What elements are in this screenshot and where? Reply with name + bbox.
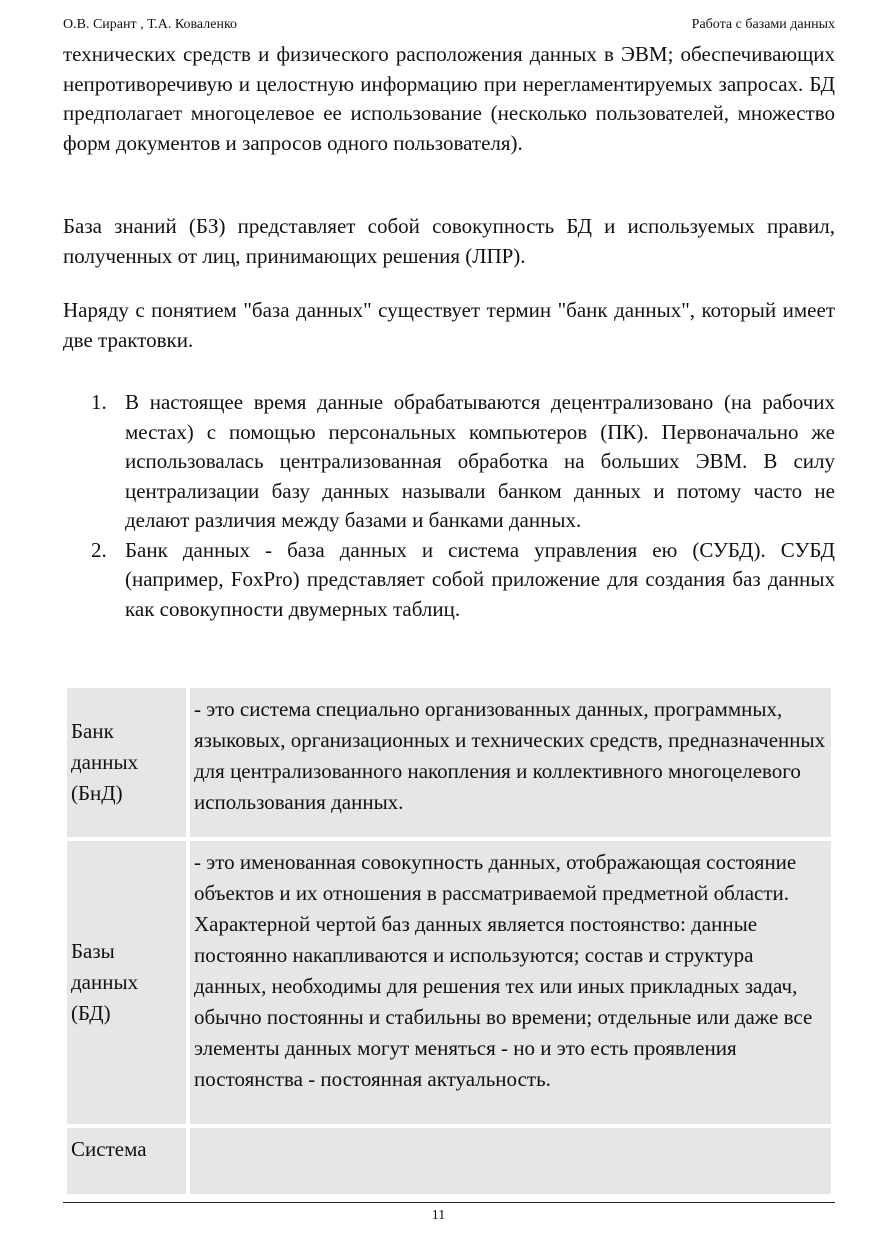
definitions-table bbox=[63, 684, 835, 1198]
paragraph: База знаний (БЗ) представляет собой совокупность БД и используемых правил, полученных от лиц, принимающих решения (ЛПР). bbox=[63, 214, 835, 268]
table-definition-cell bbox=[190, 1128, 831, 1194]
list-item-text: Банк данных - база данных и система управления ею (СУБД). СУБД (например, FoxPro) представляет собой приложение для создания баз данных как совокупности двумерных таблиц. bbox=[125, 537, 835, 621]
paragraph: технических средств и физического расположения данных в ЭВМ; обеспечивающих непротиворечивую и целостную информацию при нерегламентируемых запросах. БД предполагает многоцелевое ее использование (несколько пользователей, множество форм документов и запросов одного пользователя). bbox=[63, 42, 835, 155]
list-item-number: 1. bbox=[91, 390, 107, 414]
header-authors: О.В. Сирант , Т.А. Коваленко bbox=[63, 17, 238, 32]
paragraph: Наряду с понятием "база данных" существует термин "банк данных", который имеет две трактовки. bbox=[63, 298, 835, 352]
footer-divider bbox=[63, 1202, 835, 1203]
header-title: Работа с базами данных bbox=[691, 17, 835, 32]
table-row bbox=[67, 688, 831, 837]
list-item-number: 2. bbox=[91, 537, 107, 562]
table-term-cell: Банк данных (БнД) bbox=[67, 688, 186, 837]
list-item bbox=[63, 536, 835, 625]
table-row bbox=[67, 841, 831, 1124]
list-item-text: В настоящее время данные обрабатываются децентрализовано (на рабочих местах) с помощью персональных компьютеров (ПК). Первоначально же использовалась централизованная обработка на больших ЭВМ. В силу централизации базу данных называли банком данных и потому часто не делают различия между базами и банками данных. bbox=[125, 390, 835, 532]
table-definition-cell: - это именованная совокупность данных, отображающая состояние объектов и их отношения в рассматриваемой предметной области. Характерной чертой баз данных является постоянство: данные постоянно накапливаются и используются; состав и структура данных, необходимы для решения тех или иных прикладных задач, обычно постоянны и стабильны во времени; отдельные или даже все элементы данных могут меняться - но и это есть проявления постоянства - постоянная актуальность. bbox=[190, 841, 831, 1124]
table-definition-cell: - это система специально организованных данных, программных, языковых, организационных и технических средств, предназначенных для централизованного накопления и коллективного многоцелевого использования данных. bbox=[190, 688, 831, 837]
numbered-list bbox=[63, 388, 835, 624]
table-term-cell: Система bbox=[67, 1128, 186, 1194]
list-item bbox=[63, 388, 835, 536]
page-number: 11 bbox=[431, 1208, 446, 1223]
table-term-cell: Базы данных (БД) bbox=[67, 841, 186, 1124]
table-row bbox=[67, 1128, 831, 1194]
